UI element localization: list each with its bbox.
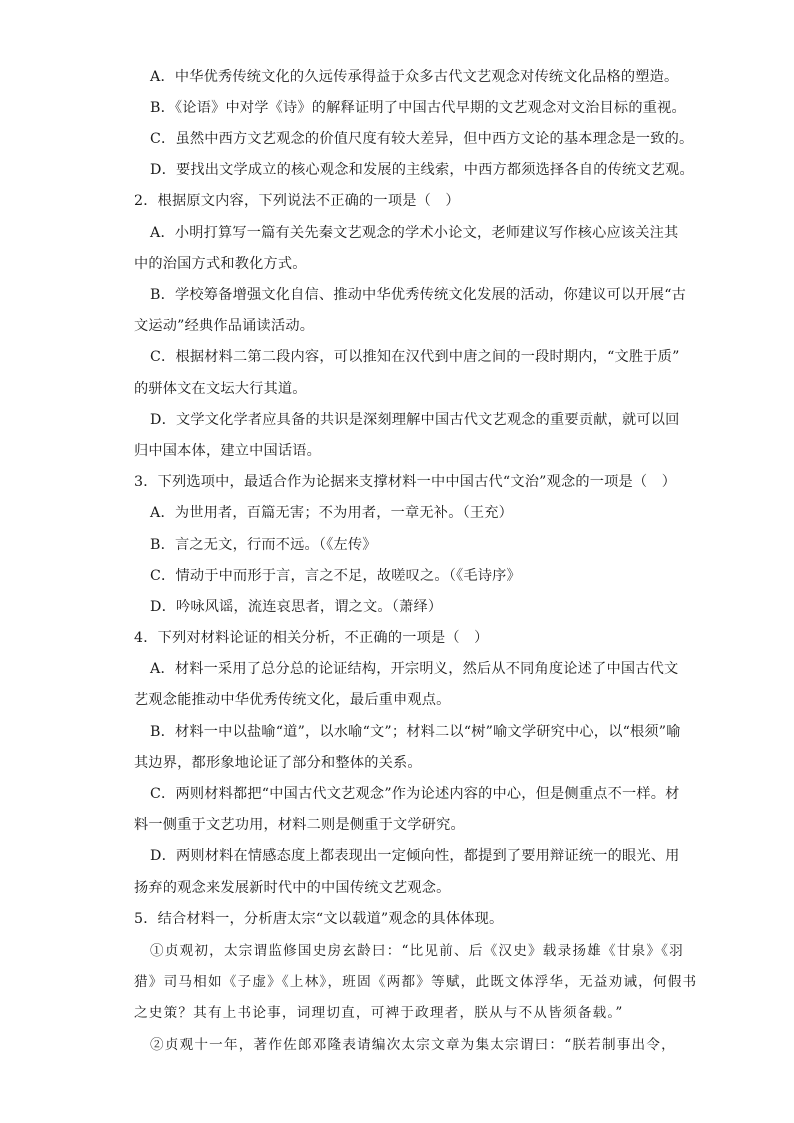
q2-option-b-line1: B．学校筹备增强文化自信、推动中华优秀传统文化发展的活动，你建议可以开展“古 <box>150 287 687 303</box>
q2-option-c-line1: C．根据材料二第二段内容，可以推知在汉代到中唐之间的一段时期内，“文胜于质” <box>150 349 680 365</box>
q3-option-d: D．吟咏风谣，流连哀思者，谓之文。（萧绎） <box>150 599 443 615</box>
prev-option-a: A．中华优秀传统文化的久远传承得益于众多古代文艺观念对传统文化品格的塑造。 <box>150 69 679 85</box>
q5-quote-2-line1: ②贞观十一年，著作佐郎邓隆表请编次太宗文章为集太宗谓曰：“朕若制事出令， <box>150 1037 676 1053</box>
prev-option-b: B．《论语》中对学《诗》的解释证明了中国古代早期的文艺观念对文治目标的重视。 <box>150 100 686 116</box>
q2-option-a-line2: 中的治国方式和教化方式。 <box>134 256 307 272</box>
q5-quote-1-line1: ①贞观初，太宗谓监修国史房玄龄曰：“比见前、后《汉史》载录扬雄《甘泉》《羽 <box>150 943 684 959</box>
q4-option-a-line2: 艺观念能推动中华优秀传统文化，最后重申观点。 <box>134 692 451 708</box>
q2-option-b-line2: 文运动”经典作品诵读活动。 <box>134 318 315 334</box>
q5-quote-1-line2: 猎》司马相如《子虚》《上林》，班固《两都》等赋，此既文体浮华，无益劝诫，何假书 <box>134 974 698 990</box>
q4-option-d-line2: 扬弃的观念来发展新时代中的中国传统文艺观念。 <box>134 880 451 896</box>
q4-option-d-line1: D．两则材料在情感态度上都表现出一定倾向性，都提到了要用辩证统一的眼光、用 <box>150 848 680 864</box>
q2-option-a-line1: A．小明打算写一篇有关先秦文艺观念的学术小论文，老师建议写作核心应该关注其 <box>150 225 679 241</box>
q3-option-c: C．情动于中而形于言，言之不足，故嗟叹之。（《毛诗序》 <box>150 568 521 584</box>
question-2-stem: 2．根据原文内容，下列说法不正确的一项是（ ） <box>134 193 460 209</box>
q2-option-c-line2: 的骈体文在文坛大行其道。 <box>134 381 307 397</box>
question-3-stem: 3．下列选项中，最适合作为论据来支撑材料一中中国古代“文治”观念的一项是（ ） <box>134 474 677 490</box>
q2-option-d-line1: D．文学文化学者应具备的共识是深刻理解中国古代文艺观念的重要贡献，就可以回 <box>150 412 680 428</box>
q3-option-b: B．言之无文，行而不远。（《左传》 <box>150 537 377 553</box>
q2-option-d-line2: 归中国本体，建立中国话语。 <box>134 443 322 459</box>
q4-option-c-line2: 料一侧重于文艺功用，材料二则是侧重于文学研究。 <box>134 817 465 833</box>
question-5-stem: 5．结合材料一，分析唐太宗“文以载道”观念的具体体现。 <box>134 911 504 927</box>
q3-option-a: A．为世用者，百篇无害；不为用者，一章无补。（王充） <box>150 505 514 521</box>
prev-option-c: C．虽然中西方文艺观念的价值尺度有较大差异，但中西方文论的基本理念是一致的。 <box>150 131 694 147</box>
question-4-stem: 4．下列对材料论证的相关分析，不正确的一项是（ ） <box>134 630 489 646</box>
prev-option-d: D．要找出文学成立的核心观念和发展的主线索，中西方都须选择各自的传统文艺观。 <box>150 162 694 178</box>
q4-option-b-line2: 其边界，都形象地论证了部分和整体的关系。 <box>134 755 422 771</box>
q4-option-b-line1: B．材料一中以盐喻“道”，以水喻“文”；材料二以“树”喻文学研究中心，以“根须”喻 <box>150 724 681 740</box>
q4-option-a-line1: A．材料一采用了总分总的论证结构，开宗明义，然后从不同角度论述了中国古代文 <box>150 661 679 677</box>
q4-option-c-line1: C．两则材料都把“中国古代文艺观念”作为论述内容的中心，但是侧重点不一样。材 <box>150 786 680 802</box>
q5-quote-1-line3: 之史策？其有上书论事，词理切直，可裨于政理者，朕从与不从皆须备载。” <box>134 1005 624 1021</box>
